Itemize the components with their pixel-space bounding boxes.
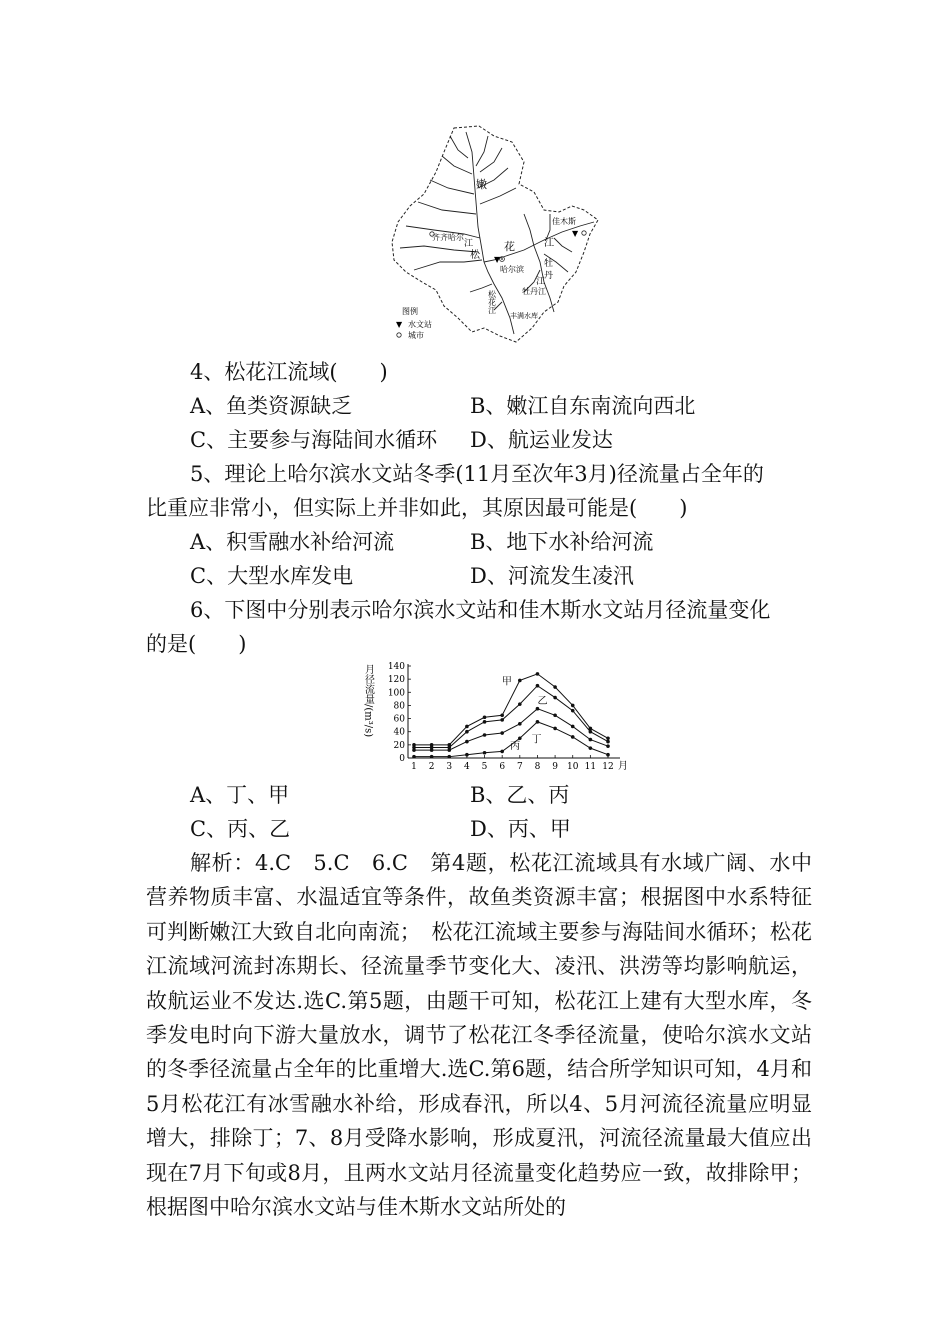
map-label-haerbin: 哈尔滨 (500, 265, 524, 274)
x-tick-label: 12 (602, 762, 614, 772)
map-label-song: 松 (470, 250, 480, 261)
x-tick-label: 8 (534, 762, 541, 772)
series-point-3 (500, 731, 504, 735)
series-point-1 (536, 672, 540, 676)
q6-stem-line2: 的是( ) (146, 632, 247, 656)
series-point-2 (606, 740, 610, 744)
analysis-paragraph: 解析：4.C 5.C 6.C 第4题，松花江流域具有水域广阔、水中营养物质丰富、水温适宜等条件，故鱼类资源丰富；根据图中水系特征可判断嫩江大致自北向南流； 松花江流域主要参与海陆间水循环；松花江流域河流封冻期长、径流量季节变化大、凌汛、洪涝等均影响航运，故航运业不发达.选C.第5题，由题干可知，松花江上建有大型水库，冬季发电时向下游大量放水，调节了松花江冬季径流量，使哈尔滨水文站的冬季径流量占全年的比重增大.选C.第6题，结合所学知识可知，4月和5月松花江有冰雪融水补给，形成春汛，所以4、5月河流径流量应明显增大，排除丁；7、8月受降水影响，形成夏汛，河流径流量最大值应出现在7月下旬或8月，且两水文站月径流量变化趋势应一致，故排除甲；根据图中哈尔滨水文站与佳木斯水文站所处的 (146, 851, 812, 1220)
y-tick-label: 0 (399, 754, 405, 764)
series-point-4 (447, 755, 451, 759)
station-haerbin-icon: ▼ (494, 255, 501, 264)
series-point-4 (536, 720, 540, 724)
series-point-3 (571, 725, 575, 729)
q6-option-b: B、乙、丙 (470, 783, 570, 807)
y-tick-label: 120 (387, 675, 405, 686)
q6-stem-line1: 6、下图中分别表示哈尔滨水文站和佳木斯水文站月径流量变化 (190, 598, 771, 622)
series-point-3 (553, 713, 557, 717)
x-tick-label: 1 (411, 762, 417, 772)
q5-option-a: A、积雪融水补给河流 (190, 530, 395, 554)
y-tick-label: 80 (393, 701, 405, 712)
map-label-qiqihaer: 齐齐哈尔 (432, 233, 464, 242)
series-point-1 (553, 685, 557, 689)
q4-option-c: C、主要参与海陆间水循环 (190, 428, 438, 452)
series-point-4 (465, 753, 469, 757)
x-tick-label: 6 (499, 762, 506, 772)
series-point-4 (500, 750, 504, 754)
series-point-2 (483, 720, 487, 724)
map-label-mudanjiang: 牡丹江 (522, 287, 546, 296)
series-point-2 (571, 709, 575, 713)
map-label-hua: 花 (504, 240, 515, 253)
series-point-4 (430, 755, 434, 759)
series-point-3 (465, 740, 469, 744)
series-label-2: 乙 (537, 696, 548, 708)
q4-option-a: A、鱼类资源缺乏 (190, 394, 353, 418)
x-tick-label: 10 (567, 762, 579, 772)
series-point-3 (536, 707, 540, 711)
series-point-2 (500, 718, 504, 722)
series-label-3: 丙 (510, 740, 521, 752)
q5-option-c: C、大型水库发电 (190, 564, 354, 588)
series-point-3 (518, 722, 522, 726)
series-point-1 (518, 679, 522, 683)
q4-stem: 4、松花江流域( ) (190, 360, 388, 384)
q5-option-d: D、河流发生凌汛 (470, 564, 634, 588)
series-point-4 (571, 735, 575, 739)
legend-station-icon: ▼ (396, 320, 403, 329)
y-axis-label: 月径流量/(m³/s) (362, 664, 374, 738)
x-tick-label: 2 (428, 762, 435, 772)
x-axis-label: 月 (618, 761, 628, 772)
map-label-songhua-jiang: 松花江 (487, 290, 497, 314)
legend-station-label: 水文站 (408, 320, 432, 329)
y-tick-label: 40 (393, 727, 405, 738)
map-label-jiang-main: 江 (544, 238, 554, 249)
series-point-3 (606, 744, 610, 748)
x-tick-label: 4 (464, 762, 470, 772)
map-label-jiang-nen: 江 (464, 239, 474, 249)
series-point-2 (589, 730, 593, 734)
station-jiamusi-icon: ▼ (572, 229, 579, 238)
x-tick-label: 5 (481, 762, 488, 772)
map-label-dan: 丹 (544, 271, 554, 281)
series-point-3 (447, 748, 451, 752)
x-tick-label: 9 (552, 762, 558, 772)
q5-stem-line1: 5、理论上哈尔滨水文站冬季(11月至次年3月)径流量占全年的 (190, 462, 764, 486)
series-point-2 (553, 696, 557, 700)
x-tick-label: 3 (446, 762, 453, 772)
songhua-river-basin-map (384, 122, 614, 350)
series-point-4 (412, 755, 416, 759)
map-label-jiang-mudan: 江 (536, 277, 546, 287)
series-line-2 (414, 686, 608, 748)
series-point-2 (536, 684, 540, 688)
y-tick-label: 20 (393, 740, 405, 751)
q5-stem-line2: 比重应非常小，但实际上并非如此，其原因最可能是( ) (146, 496, 688, 520)
series-point-4 (483, 751, 487, 755)
series-point-1 (571, 704, 575, 708)
x-tick-label: 7 (516, 762, 523, 772)
series-label-4: 丁 (531, 734, 542, 746)
series-point-3 (483, 733, 487, 737)
monthly-runoff-chart (360, 660, 640, 776)
q6-option-c: C、丙、乙 (190, 817, 291, 841)
map-label-nen: 嫩 (476, 178, 487, 191)
series-point-1 (500, 713, 504, 717)
q4-option-d: D、航运业发达 (470, 428, 613, 452)
series-point-4 (518, 736, 522, 740)
q5-option-b: B、地下水补给河流 (470, 530, 654, 554)
map-label-fengman: 丰满水库 (510, 312, 538, 320)
legend-city-label: 城市 (408, 331, 424, 340)
series-point-4 (606, 753, 610, 757)
y-tick-label: 140 (387, 662, 405, 672)
series-point-1 (483, 715, 487, 719)
series-point-4 (553, 727, 557, 731)
x-tick-label: 11 (584, 762, 597, 772)
q6-option-a: A、丁、甲 (190, 783, 290, 807)
series-point-3 (412, 748, 416, 752)
map-label-mu: 牡 (544, 259, 554, 269)
y-tick-label: 100 (387, 688, 405, 699)
series-point-1 (465, 725, 469, 729)
series-point-4 (589, 746, 593, 750)
series-point-2 (518, 702, 522, 706)
series-point-1 (606, 736, 610, 740)
map-label-jiamusi: 佳木斯 (552, 217, 576, 226)
legend-title: 图例 (402, 307, 418, 316)
city-jiamusi-marker (582, 231, 586, 235)
series-point-3 (430, 748, 434, 752)
river-network (400, 132, 594, 334)
series-point-2 (465, 730, 469, 734)
q4-option-b: B、嫩江自东南流向西北 (470, 394, 696, 418)
legend-city-icon (397, 333, 401, 337)
series-point-3 (589, 738, 593, 742)
series-label-1: 甲 (501, 676, 512, 688)
y-tick-label: 60 (393, 714, 405, 725)
q6-option-d: D、丙、甲 (470, 817, 571, 841)
